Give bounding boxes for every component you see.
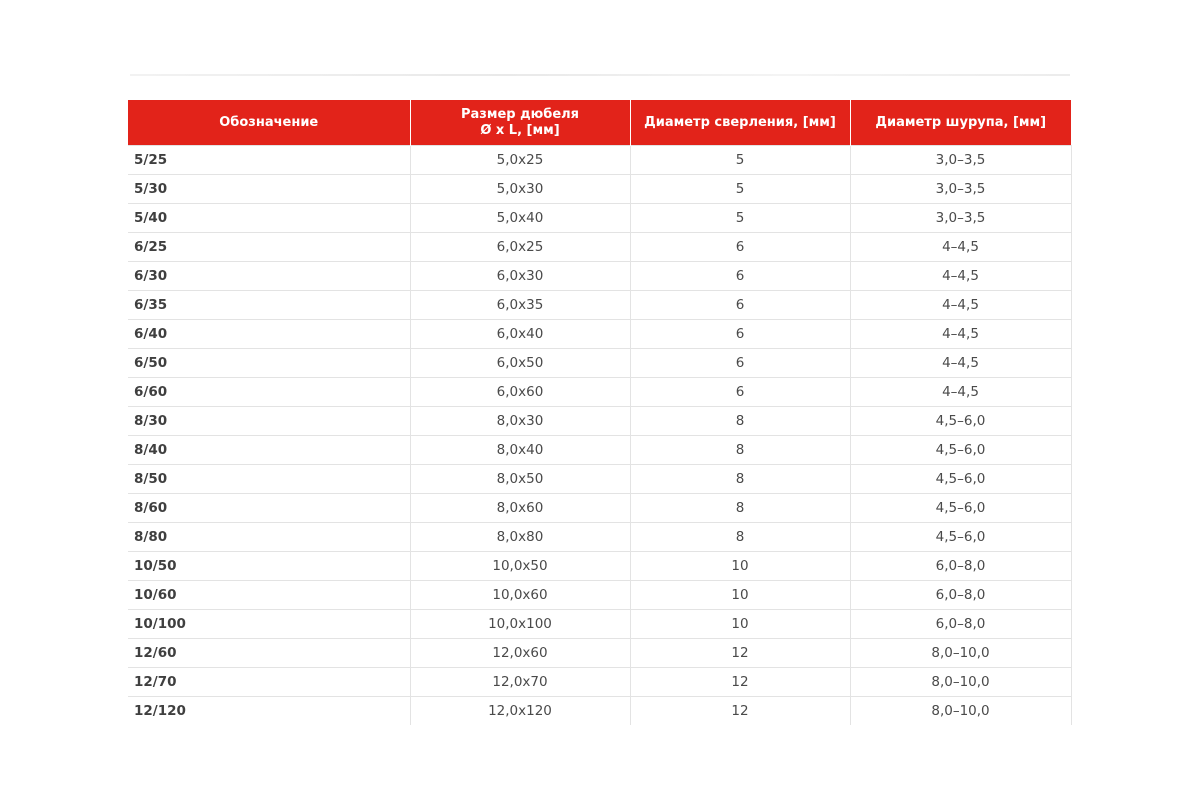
cell-dowel-size: 10,0x50 (410, 552, 630, 581)
faint-divider (130, 74, 1070, 76)
cell-drill-diameter: 10 (630, 610, 850, 639)
cell-designation: 5/25 (128, 146, 410, 175)
cell-designation: 10/100 (128, 610, 410, 639)
cell-dowel-size: 8,0x50 (410, 465, 630, 494)
cell-dowel-size: 8,0x60 (410, 494, 630, 523)
cell-screw-diameter: 8,0–10,0 (850, 668, 1071, 697)
header-row (128, 100, 1071, 146)
cell-drill-diameter: 12 (630, 668, 850, 697)
cell-dowel-size: 8,0x80 (410, 523, 630, 552)
cell-screw-diameter: 4–4,5 (850, 349, 1071, 378)
header-screw-diameter: Диаметр шурупа, [мм] (850, 100, 1071, 146)
table-row (128, 175, 1071, 204)
cell-designation: 12/60 (128, 639, 410, 668)
table-row (128, 668, 1071, 697)
cell-dowel-size: 12,0x120 (410, 697, 630, 726)
cell-dowel-size: 5,0x25 (410, 146, 630, 175)
table-row (128, 349, 1071, 378)
table-row (128, 639, 1071, 668)
cell-dowel-size: 6,0x35 (410, 291, 630, 320)
cell-designation: 6/30 (128, 262, 410, 291)
table-row (128, 465, 1071, 494)
cell-screw-diameter: 4,5–6,0 (850, 407, 1071, 436)
cell-drill-diameter: 8 (630, 465, 850, 494)
cell-screw-diameter: 8,0–10,0 (850, 639, 1071, 668)
cell-dowel-size: 5,0x40 (410, 204, 630, 233)
table-row (128, 262, 1071, 291)
cell-dowel-size: 8,0x30 (410, 407, 630, 436)
cell-screw-diameter: 4–4,5 (850, 291, 1071, 320)
table-header (128, 100, 1071, 146)
header-dowel-size: Размер дюбеля Ø x L, [мм] (410, 100, 630, 146)
dowel-spec-table (128, 100, 1072, 725)
cell-screw-diameter: 3,0–3,5 (850, 175, 1071, 204)
cell-dowel-size: 12,0x70 (410, 668, 630, 697)
cell-drill-diameter: 5 (630, 146, 850, 175)
cell-screw-diameter: 4,5–6,0 (850, 465, 1071, 494)
cell-screw-diameter: 3,0–3,5 (850, 146, 1071, 175)
cell-drill-diameter: 6 (630, 291, 850, 320)
cell-drill-diameter: 6 (630, 233, 850, 262)
cell-drill-diameter: 8 (630, 407, 850, 436)
cell-designation: 8/30 (128, 407, 410, 436)
cell-designation: 6/50 (128, 349, 410, 378)
cell-drill-diameter: 12 (630, 697, 850, 726)
cell-screw-diameter: 4,5–6,0 (850, 523, 1071, 552)
cell-dowel-size: 6,0x50 (410, 349, 630, 378)
cell-screw-diameter: 3,0–3,5 (850, 204, 1071, 233)
table-row (128, 146, 1071, 175)
table-row (128, 378, 1071, 407)
cell-drill-diameter: 10 (630, 552, 850, 581)
cell-screw-diameter: 4–4,5 (850, 233, 1071, 262)
cell-designation: 5/30 (128, 175, 410, 204)
cell-designation: 10/60 (128, 581, 410, 610)
cell-designation: 6/40 (128, 320, 410, 349)
cell-dowel-size: 10,0x60 (410, 581, 630, 610)
cell-designation: 12/120 (128, 697, 410, 726)
table-row (128, 407, 1071, 436)
cell-drill-diameter: 5 (630, 175, 850, 204)
table-row (128, 233, 1071, 262)
cell-dowel-size: 8,0x40 (410, 436, 630, 465)
table-row (128, 436, 1071, 465)
table-row (128, 291, 1071, 320)
cell-designation: 8/50 (128, 465, 410, 494)
cell-screw-diameter: 8,0–10,0 (850, 697, 1071, 726)
cell-drill-diameter: 6 (630, 262, 850, 291)
cell-dowel-size: 6,0x25 (410, 233, 630, 262)
cell-screw-diameter: 4–4,5 (850, 378, 1071, 407)
cell-dowel-size: 6,0x40 (410, 320, 630, 349)
cell-designation: 8/80 (128, 523, 410, 552)
cell-designation: 6/25 (128, 233, 410, 262)
cell-designation: 6/60 (128, 378, 410, 407)
cell-screw-diameter: 6,0–8,0 (850, 552, 1071, 581)
cell-designation: 8/40 (128, 436, 410, 465)
cell-designation: 12/70 (128, 668, 410, 697)
cell-designation: 6/35 (128, 291, 410, 320)
table-row (128, 523, 1071, 552)
cell-drill-diameter: 6 (630, 320, 850, 349)
cell-drill-diameter: 8 (630, 494, 850, 523)
table-row (128, 494, 1071, 523)
cell-screw-diameter: 6,0–8,0 (850, 581, 1071, 610)
cell-designation: 5/40 (128, 204, 410, 233)
table-row (128, 610, 1071, 639)
cell-drill-diameter: 8 (630, 523, 850, 552)
cell-drill-diameter: 10 (630, 581, 850, 610)
header-designation: Обозначение (128, 100, 410, 146)
cell-drill-diameter: 5 (630, 204, 850, 233)
cell-screw-diameter: 6,0–8,0 (850, 610, 1071, 639)
cell-dowel-size: 6,0x30 (410, 262, 630, 291)
table-row (128, 697, 1071, 726)
cell-dowel-size: 5,0x30 (410, 175, 630, 204)
cell-screw-diameter: 4,5–6,0 (850, 494, 1071, 523)
table-row (128, 320, 1071, 349)
cell-designation: 10/50 (128, 552, 410, 581)
table-body (128, 146, 1071, 726)
cell-dowel-size: 12,0x60 (410, 639, 630, 668)
cell-dowel-size: 6,0x60 (410, 378, 630, 407)
cell-drill-diameter: 6 (630, 378, 850, 407)
header-drill-diameter: Диаметр сверления, [мм] (630, 100, 850, 146)
cell-dowel-size: 10,0x100 (410, 610, 630, 639)
table-row (128, 204, 1071, 233)
table-row (128, 581, 1071, 610)
table-row (128, 552, 1071, 581)
cell-designation: 8/60 (128, 494, 410, 523)
cell-screw-diameter: 4,5–6,0 (850, 436, 1071, 465)
cell-drill-diameter: 8 (630, 436, 850, 465)
cell-screw-diameter: 4–4,5 (850, 262, 1071, 291)
cell-screw-diameter: 4–4,5 (850, 320, 1071, 349)
cell-drill-diameter: 12 (630, 639, 850, 668)
cell-drill-diameter: 6 (630, 349, 850, 378)
